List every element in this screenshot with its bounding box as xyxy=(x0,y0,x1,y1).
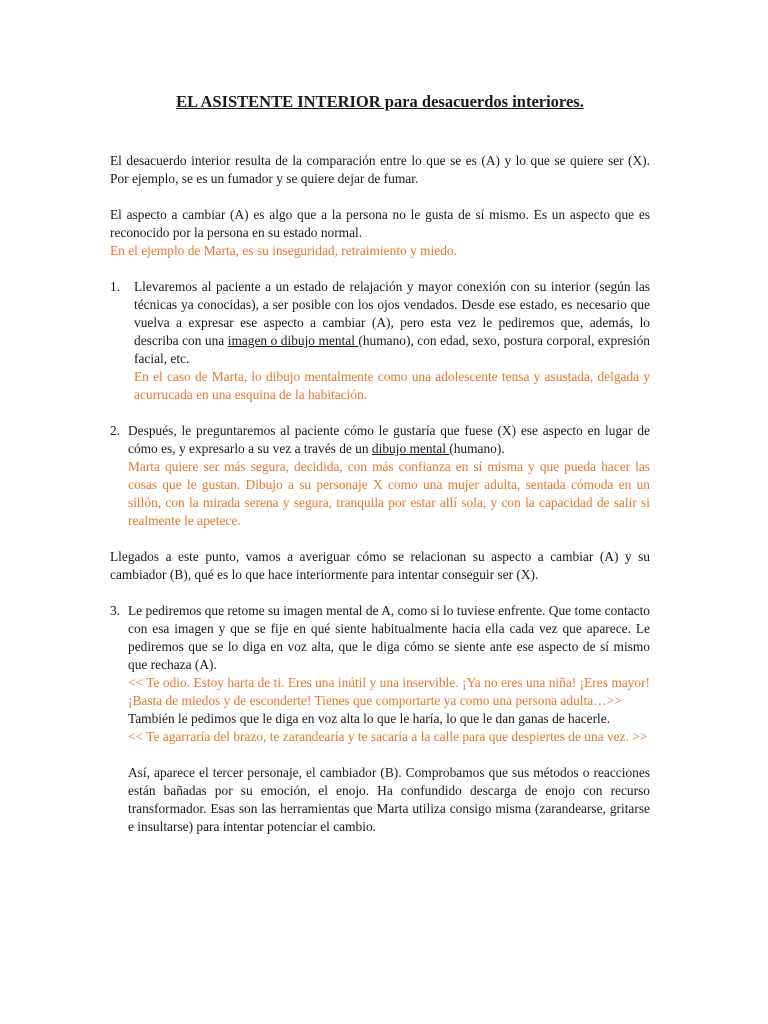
document-page xyxy=(110,92,650,836)
list-item-1 xyxy=(110,278,650,404)
list-item-1-text-a: Llevaremos al paciente a un estado de relajación y mayor conexión con su interior (según las técnicas ya conocidas), a ser posible con los ojos vendados. Desde ese estado, es necesario que vuelva a expresar ese aspecto a cambiar (A), pero esta vez le pediremos que, además, lo describa con una xyxy=(134,279,650,348)
paragraph-relation: Llegados a este punto, vamos a averiguar cómo se relacionan su aspecto a cambiar (A) y su cambiador (B), qué es lo que hace interiormente para intentar conseguir ser (X). xyxy=(110,549,650,582)
paragraph-aspect: El aspecto a cambiar (A) es algo que a la persona no le gusta de sí mismo. Es un aspecto que es reconocido por la persona en su estado normal. xyxy=(110,207,650,240)
list-item-2-text-a: Después, le preguntaremos al paciente cómo le gustaría que fuese (X) ese aspecto en lugar de cómo es, y expresarlo a su vez a través de un xyxy=(128,423,650,456)
list-item-1-text-b: (humano), con edad, sexo, postura corporal, expresión facial, etc. xyxy=(134,333,650,366)
paragraph-aspect-example: En el ejemplo de Marta, es su inseguridad, retraimiento y miedo. xyxy=(110,243,457,258)
list-item-1-underlined: imagen o dibujo mental xyxy=(227,333,359,348)
list-number-2: 2. xyxy=(110,423,121,438)
list-item-3 xyxy=(110,602,650,836)
list-number-1: 1. xyxy=(110,279,121,294)
list-item-3-text-3: Así, aparece el tercer personaje, el cambiador (B). Comprobamos que sus métodos o reacciones están bañadas por su emoción, el enojo. Ha confundido descarga de enojo con recurso transformador. Esas son las herramientas que Marta utiliza consigo misma (zarandearse, gritarse e insultarse) para intentar potenciar el cambio. xyxy=(128,765,650,834)
list-number-3: 3. xyxy=(110,603,121,618)
list-item-3-text-2: También le pedimos que le diga en voz alta lo que le haría, lo que le dan ganas de hacerle. xyxy=(128,711,611,726)
list-item-2-example: Marta quiere ser más segura, decidida, con más confianza en sí misma y que pueda hacer las cosas que le gustan. Dibujo a su personaje X como una mujer adulta, sentada cómoda en un sillón, con la mirada serena y segura, tranquila por estar allí sola, y con la capacidad de salir si realmente le apetece. xyxy=(128,459,650,528)
list-item-2-text xyxy=(128,422,650,458)
list-item-1-text xyxy=(134,278,650,368)
list-item-2-text-b: (humano). xyxy=(449,441,505,456)
list-item-3-quote-1: << Te odio. Estoy harta de ti. Eres una inútil y una inservible. ¡Ya no eres una niña! ¡Eres mayor! ¡Basta de miedos y de esconderte! Tienes que comportarte ya como una persona adulta…>> xyxy=(128,675,650,708)
document-title: EL ASISTENTE INTERIOR para desacuerdos interiores. xyxy=(176,92,584,111)
list-item-3-text: Le pediremos que retome su imagen mental de A, como si lo tuviese enfrente. Que tome contacto con esa imagen y que se fije en qué siente habitualmente hacia ella cada vez que aparece. Le pediremos que se lo diga en voz alta, que le diga cómo se siente ante ese aspecto de sí mismo que rechaza (A). xyxy=(128,603,650,672)
list-item-3-quote-2: << Te agarraría del brazo, te zarandearía y te sacaría a la calle para que despiertes de una vez. >> xyxy=(128,729,648,744)
list-item-2 xyxy=(110,422,650,530)
paragraph-intro: El desacuerdo interior resulta de la comparación entre lo que se es (A) y lo que se quiere ser (X). Por ejemplo, se es un fumador y se quiere dejar de fumar. xyxy=(110,153,650,186)
list-item-2-underlined: dibujo mental xyxy=(371,441,450,456)
list-item-1-example: En el caso de Marta, lo dibujo mentalmente como una adolescente tensa y asustada, delgada y acurrucada en una esquina de la habitación. xyxy=(134,369,650,402)
